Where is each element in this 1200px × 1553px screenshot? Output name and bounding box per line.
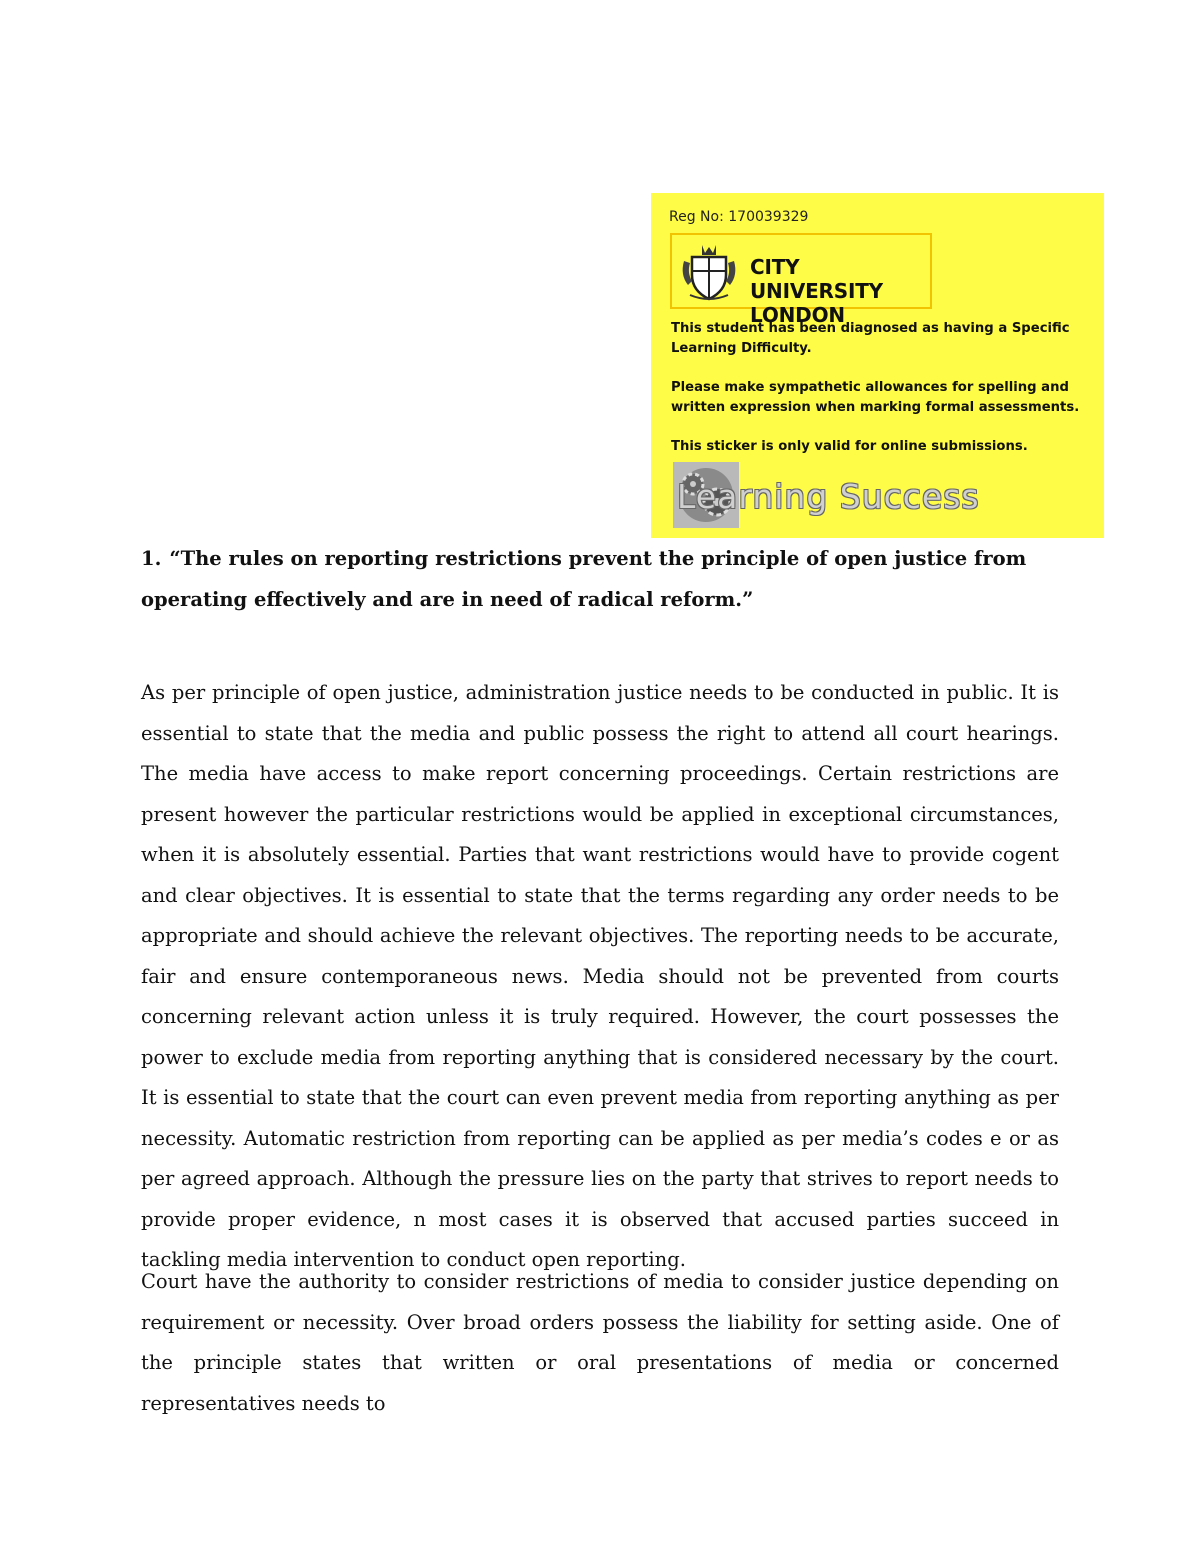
question-number: 1. <box>141 547 162 570</box>
essay-question <box>141 538 1063 620</box>
body-paragraph: Court have the authority to consider restrictions of media to consider justice depending on requirement or necessity. Over broad orders possess the liability for setting aside. One of the principle states that written or oral presentations of media or concerned representatives needs to <box>141 1270 1059 1415</box>
validity-notice: This sticker is only valid for online submissions. <box>671 439 1028 454</box>
registration-number: Reg No: 170039329 <box>669 209 809 225</box>
learning-success-wordmark: Learning Success <box>677 477 980 516</box>
body-paragraph: As per principle of open justice, administration justice needs to be conducted in public. It is essential to state that the media and public possess the right to attend all court hearings. The media have access to make report concerning proceedings. Certain restrictions are present however the particular restrictions would be applied in exceptional circumstances, when it is absolutely essential. Parties that want restrictions would have to provide cogent and clear objectives. It is essential to state that the terms regarding any order needs to be appropriate and should achieve the relevant objectives. The reporting needs to be accurate, fair and ensure contemporaneous news. Media should not be prevented from courts concerning relevant action unless it is truly required. However, the court possesses the power to exclude media from reporting anything that is considered necessary by the court. It is essential to state that the court can even prevent media from reporting anything as per necessity. Automatic restriction from reporting can be applied as per media’s codes e or as per agreed approach. Although the pressure lies on the party that strives to report needs to provide proper evidence, n most cases it is observed that accused parties succeed in tackling media intervention to conduct open reporting. <box>141 681 1059 1271</box>
question-text: “The rules on reporting restrictions prevent the principle of open justice from operating effectively and are in need of radical reform.” <box>141 547 1027 611</box>
sld-sticker <box>651 193 1104 538</box>
university-name: CITY UNIVERSITY LONDON <box>750 255 883 327</box>
crest-icon <box>678 241 740 303</box>
sld-notice: This student has been diagnosed as having a Specific Learning Difficulty. <box>671 321 1070 356</box>
allowance-notice: Please make sympathetic allowances for spelling and written expression when marking formal assessments. <box>671 380 1080 415</box>
university-logo <box>670 233 932 327</box>
